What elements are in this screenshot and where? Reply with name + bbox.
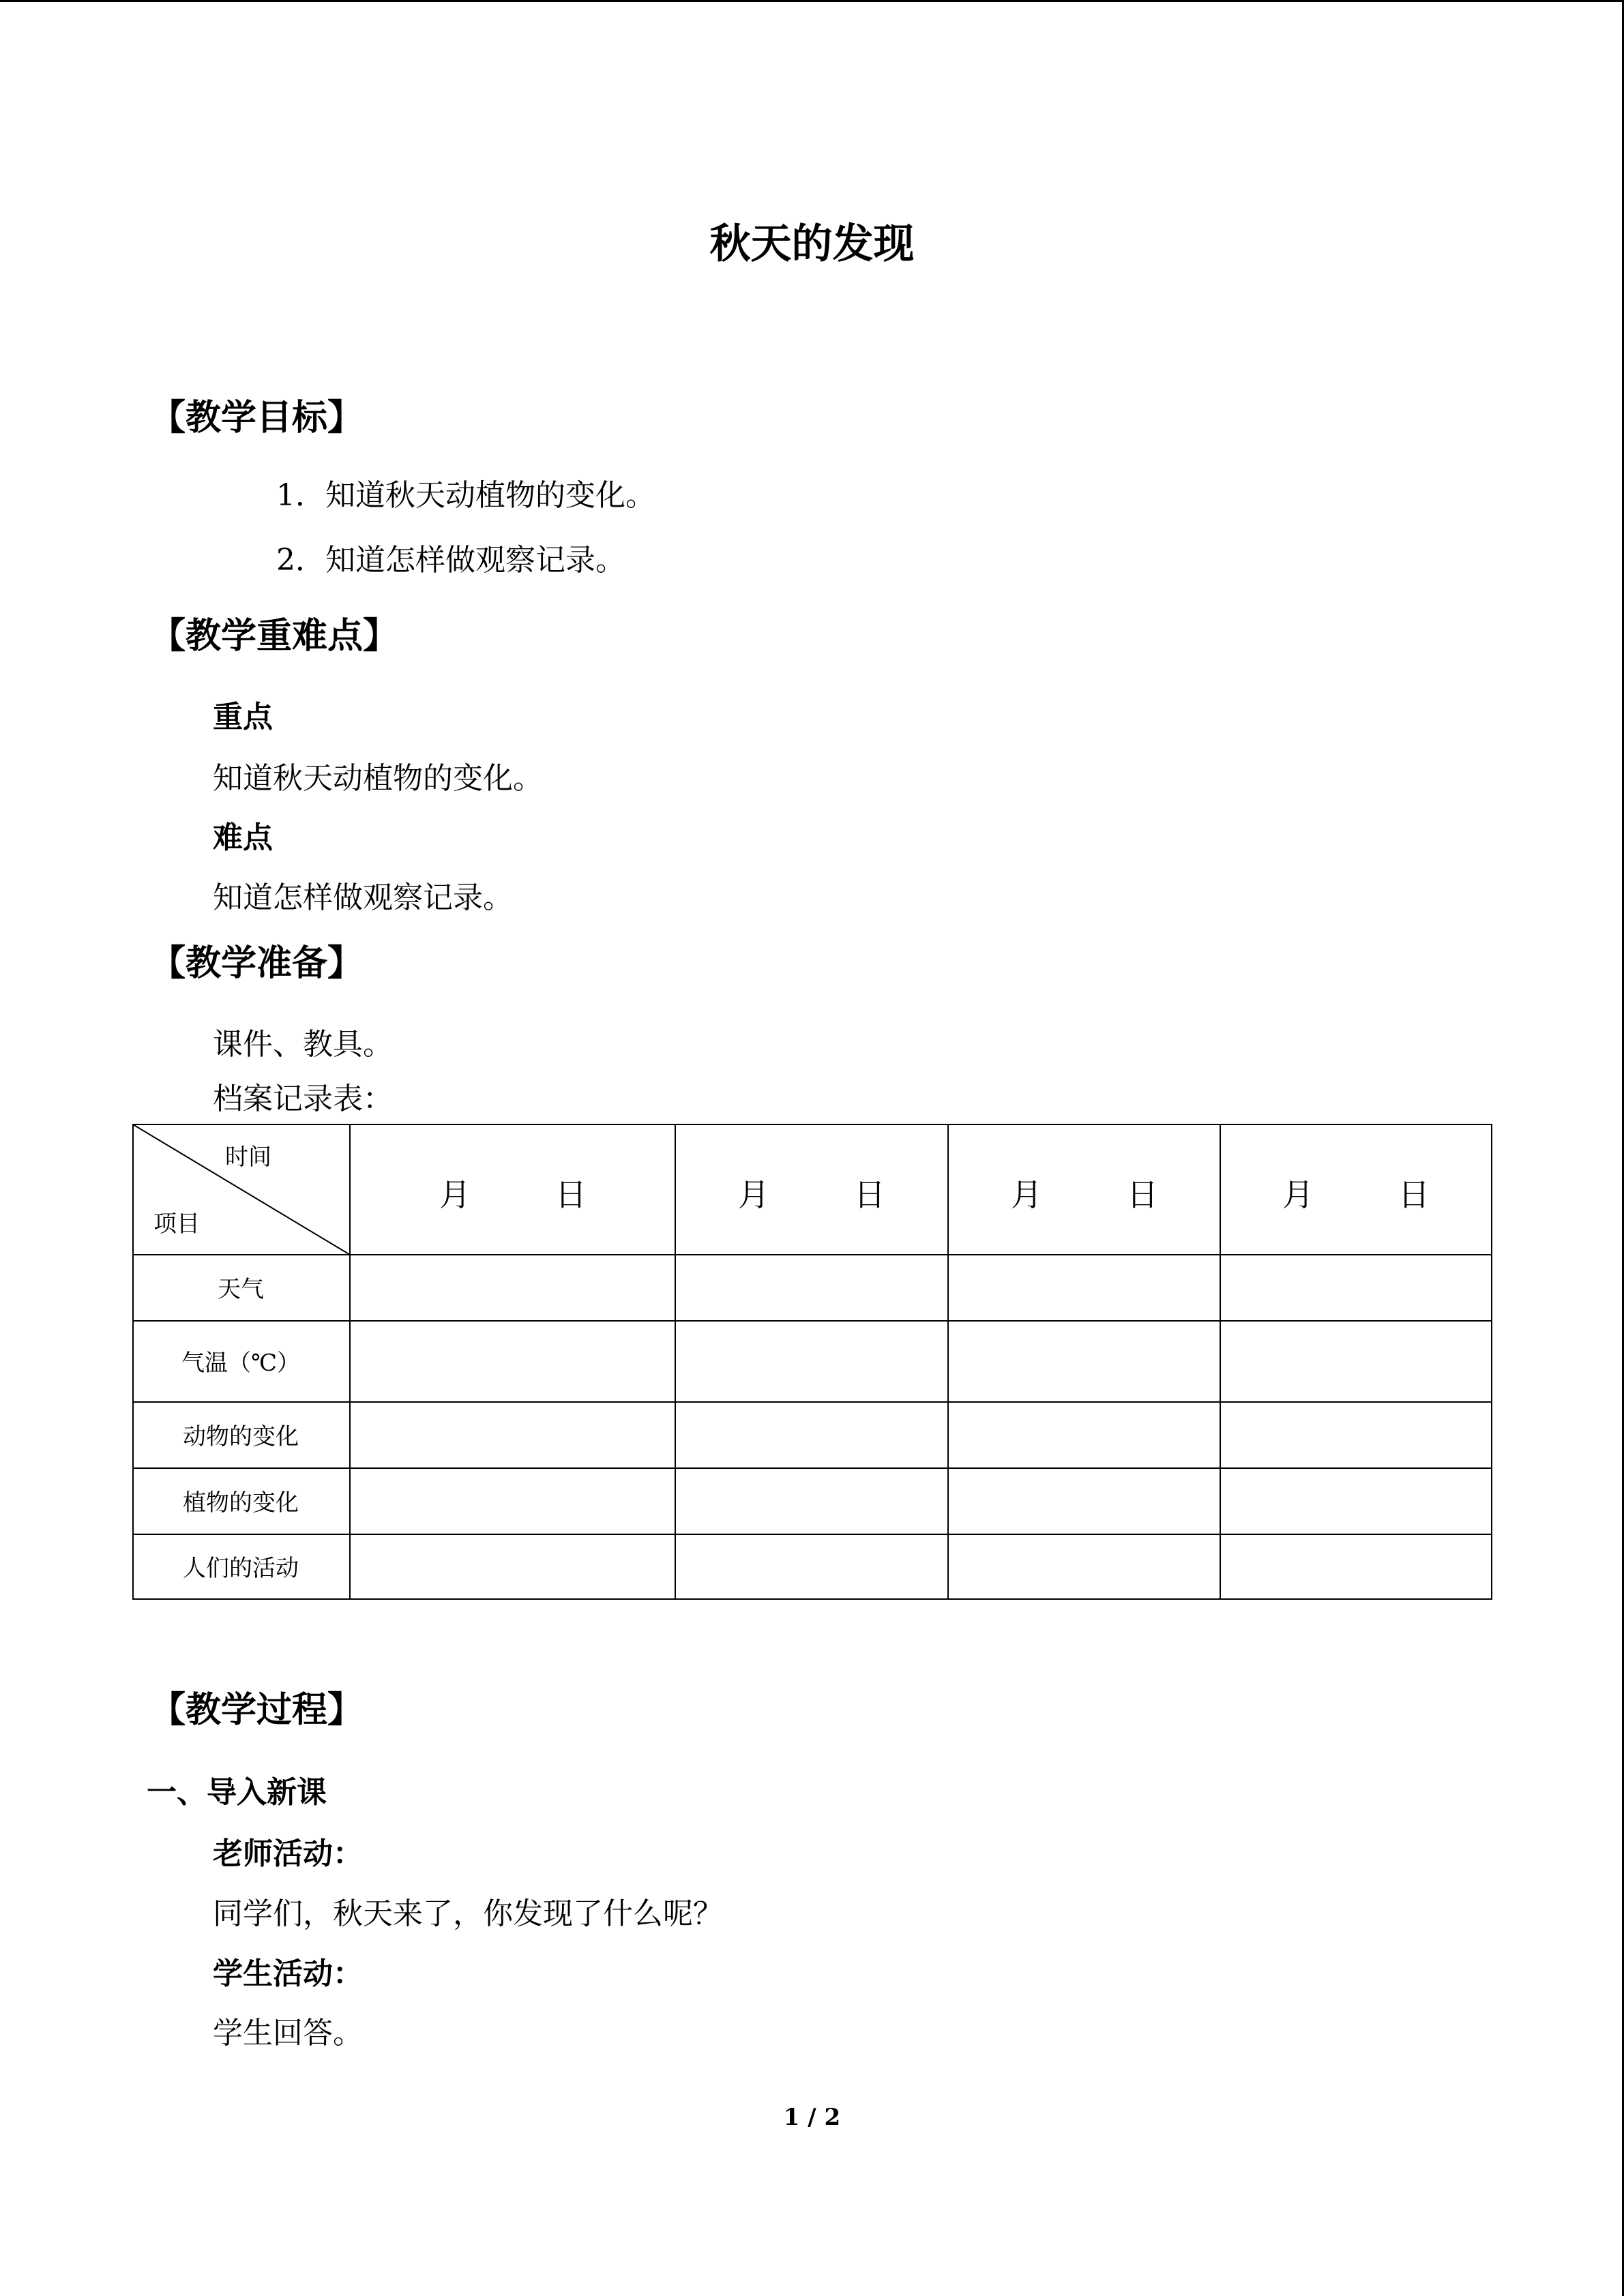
row-label-weather: 天气 — [218, 1276, 264, 1303]
date-col-3-month: 月 — [1011, 1176, 1042, 1213]
date-col-2-day: 日 — [854, 1176, 885, 1213]
student-activity-label: 学生活动： — [213, 1956, 363, 1991]
date-col-1-day: 日 — [555, 1176, 587, 1213]
teacher-activity-label: 老师活动： — [213, 1836, 363, 1871]
focus-label: 重点 — [213, 700, 273, 734]
process-heading: 【教学过程】 — [150, 1689, 364, 1731]
date-col-2-month: 月 — [738, 1176, 769, 1213]
preparation-heading: 【教学准备】 — [150, 942, 364, 984]
teacher-activity-text: 同学们，秋天来了，你发现了什么呢？ — [213, 1896, 723, 1931]
goal-item-2: 2．知道怎样做观察记录。 — [276, 543, 625, 578]
page-title: 秋天的发现 — [709, 220, 915, 268]
goals-heading: 【教学目标】 — [150, 397, 364, 438]
student-activity-text: 学生回答。 — [213, 2016, 363, 2051]
page-number: 1 / 2 — [783, 2104, 841, 2131]
row-label-temperature: 气温（℃） — [181, 1350, 301, 1377]
date-col-3-day: 日 — [1127, 1176, 1158, 1213]
observation-record-table — [132, 1124, 1492, 1600]
difficulty-label: 难点 — [213, 820, 273, 855]
difficulty-text: 知道怎样做观察记录。 — [213, 880, 513, 915]
step-1-title: 一、导入新课 — [147, 1775, 327, 1810]
goal-item-1: 1．知道秋天动植物的变化。 — [276, 478, 655, 513]
focus-text: 知道秋天动植物的变化。 — [213, 761, 543, 796]
row-label-plant-changes: 植物的变化 — [183, 1489, 299, 1517]
preparation-line-1: 课件、教具。 — [213, 1027, 393, 1062]
preparation-line-2: 档案记录表： — [213, 1082, 393, 1116]
date-col-4-month: 月 — [1282, 1176, 1314, 1213]
corner-item-label: 项目 — [153, 1210, 200, 1238]
date-col-4-day: 日 — [1398, 1176, 1430, 1213]
date-col-1-month: 月 — [439, 1176, 471, 1213]
top-border — [0, 0, 1624, 2]
keypoints-heading: 【教学重难点】 — [150, 615, 399, 657]
row-label-human-activities: 人们的活动 — [183, 1555, 299, 1582]
row-label-animal-changes: 动物的变化 — [183, 1423, 299, 1450]
corner-time-label: 时间 — [225, 1143, 271, 1171]
